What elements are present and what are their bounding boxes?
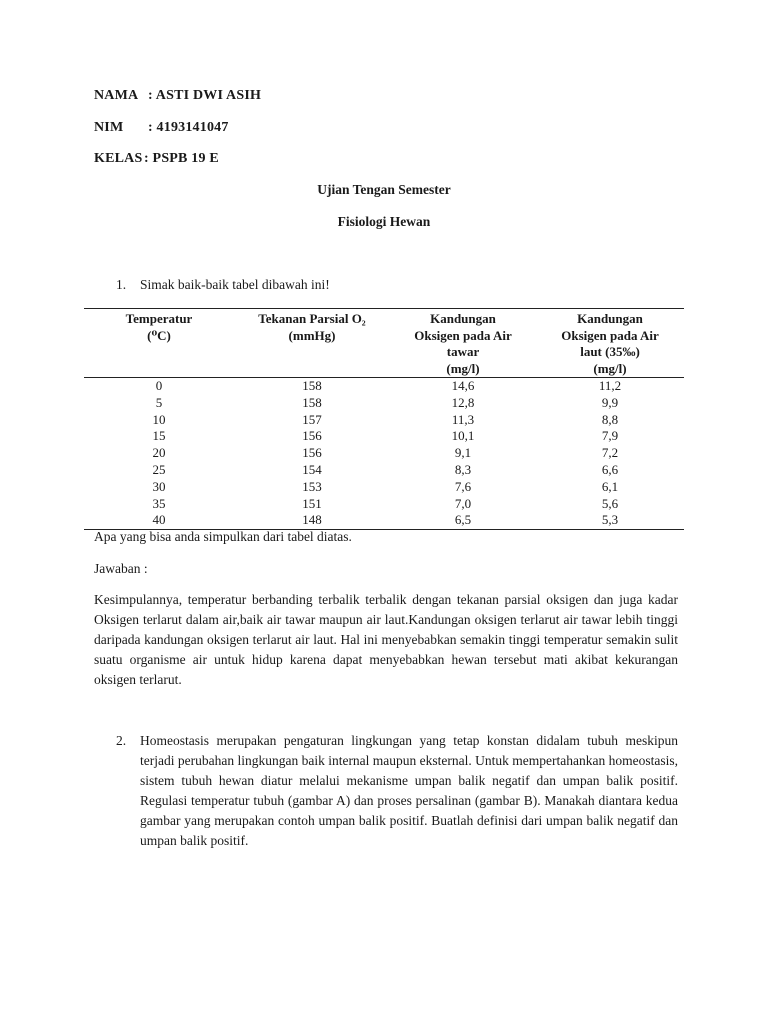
cell-freshwater: 7,6 [454,478,472,494]
header-partial-pressure [234,309,390,378]
table-row [84,412,684,429]
header-line: tawar [446,344,480,359]
kelas-line [94,151,219,167]
cell-seawater: 7,2 [601,445,619,461]
header-temperature [84,309,234,378]
table-row [84,496,684,513]
cell-pressure: 153 [302,478,322,494]
nim-value: : 4193141047 [148,120,229,135]
cell-seawater: 6,1 [601,478,619,494]
header-line: (⁰C) [147,327,171,343]
header-line: Temperatur [125,311,193,326]
cell-temperature: 5 [155,394,163,410]
header-line: Kandungan [577,311,643,326]
question-2-number: 2. [116,733,127,748]
header-line: Kandungan [430,311,496,326]
cell-temperature: 40 [84,512,234,529]
question-1-prompt [116,277,330,293]
cell-temperature: 25 [152,461,166,477]
answer-label: Jawaban : [94,561,148,576]
header-seawater-oxygen [536,309,684,378]
kelas-value: : PSPB 19 E [144,151,219,166]
cell-pressure: 158 [302,378,322,393]
cell-seawater: 11,2 [598,378,622,393]
header-line: (mg/l) [446,360,480,376]
name-label: NAMA [94,88,139,103]
cell-temperature: 0 [155,378,163,393]
question-2 [116,731,678,851]
cell-temperature: 10 [152,411,166,427]
table-row [84,445,684,462]
cell-seawater: 7,9 [601,428,619,444]
cell-pressure: 148 [234,512,390,529]
table-row [84,395,684,412]
cell-seawater: 5,6 [601,495,619,511]
cell-seawater: 8,8 [601,411,619,427]
cell-seawater: 6,6 [601,461,619,477]
cell-freshwater: 8,3 [454,461,472,477]
header-freshwater-oxygen [390,309,536,378]
cell-pressure: 154 [302,461,322,477]
nim-label: NIM [94,120,124,135]
cell-freshwater: 14,6 [451,378,475,393]
name-line [94,88,261,104]
cell-seawater: 9,9 [601,394,619,410]
cell-temperature: 20 [152,445,166,461]
header-line: (mmHg) [288,327,336,343]
cell-temperature: 15 [152,428,166,444]
question-1-number: 1. [116,277,127,292]
table-row [84,428,684,445]
cell-temperature: 35 [152,495,166,511]
table-row [84,462,684,479]
cell-seawater: 5,3 [536,512,684,529]
cell-pressure: 156 [302,445,322,461]
cell-pressure: 156 [302,428,322,444]
cell-temperature: 30 [152,478,166,494]
cell-freshwater: 9,1 [454,445,472,461]
header-line: Oksigen pada Air [561,327,659,343]
question-2-text: Homeostasis merupakan pengaturan lingkungan yang tetap konstan didalam tubuh meskipun terjadi perubahan lingkungan baik internal maupun eksternal. Untuk mempertahankan homeostasis, sistem tubuh hewan diatur melalui mekanisme umpan balik negatif dan umpan balik positif. Regulasi temperatur tubuh (gambar A) dan proses persalinan (gambar B). Manakah diantara kedua gambar yang merupakan contoh umpan balik positif. Buatlah definisi dari umpan balik negatif dan umpan balik positif. [140,733,678,848]
cell-pressure: 157 [302,411,322,427]
cell-freshwater: 10,1 [451,428,475,444]
cell-freshwater: 11,3 [451,411,475,427]
table-row [84,479,684,496]
table-row [84,378,684,395]
oxygen-table [84,308,684,530]
kelas-label: KELAS [94,151,143,166]
question-1-text: Simak baik-baik tabel dibawah ini! [140,277,330,292]
cell-freshwater: 12,8 [451,394,475,410]
course-title: Fisiologi Hewan [337,214,431,229]
cell-pressure: 151 [302,495,322,511]
header-line: laut (35‰) [580,344,640,359]
header-line: (mg/l) [593,360,627,376]
exam-title: Ujian Tengan Semester [317,182,451,197]
cell-pressure: 158 [302,394,322,410]
nim-line [94,120,229,136]
header-line: Tekanan Parsial O₂ [258,311,366,326]
question-1-followup: Apa yang bisa anda simpulkan dari tabel diatas. [94,529,352,544]
cell-freshwater: 7,0 [454,495,472,511]
cell-freshwater: 6,5 [390,512,536,529]
answer-paragraph: Kesimpulannya, temperatur berbanding terbalik terbalik dengan tekanan parsial oksigen dan juga kadar Oksigen terlarut dalam air,baik air tawar maupun air laut.Kandungan oksigen terlarut air tawar lebih tinggi daripada kandungan oksigen terlarut air laut. Hal ini menyebabkan semakin tinggi temperatur semakin sulit suatu organisme air untuk hidup karena dapat menyebabkan hewan tersebut mati akibat kekurangan oksigen terlarut. [94,592,678,687]
table-header-row [84,309,684,378]
name-value: : ASTI DWI ASIH [148,88,262,103]
header-line: Oksigen pada Air [414,327,512,343]
